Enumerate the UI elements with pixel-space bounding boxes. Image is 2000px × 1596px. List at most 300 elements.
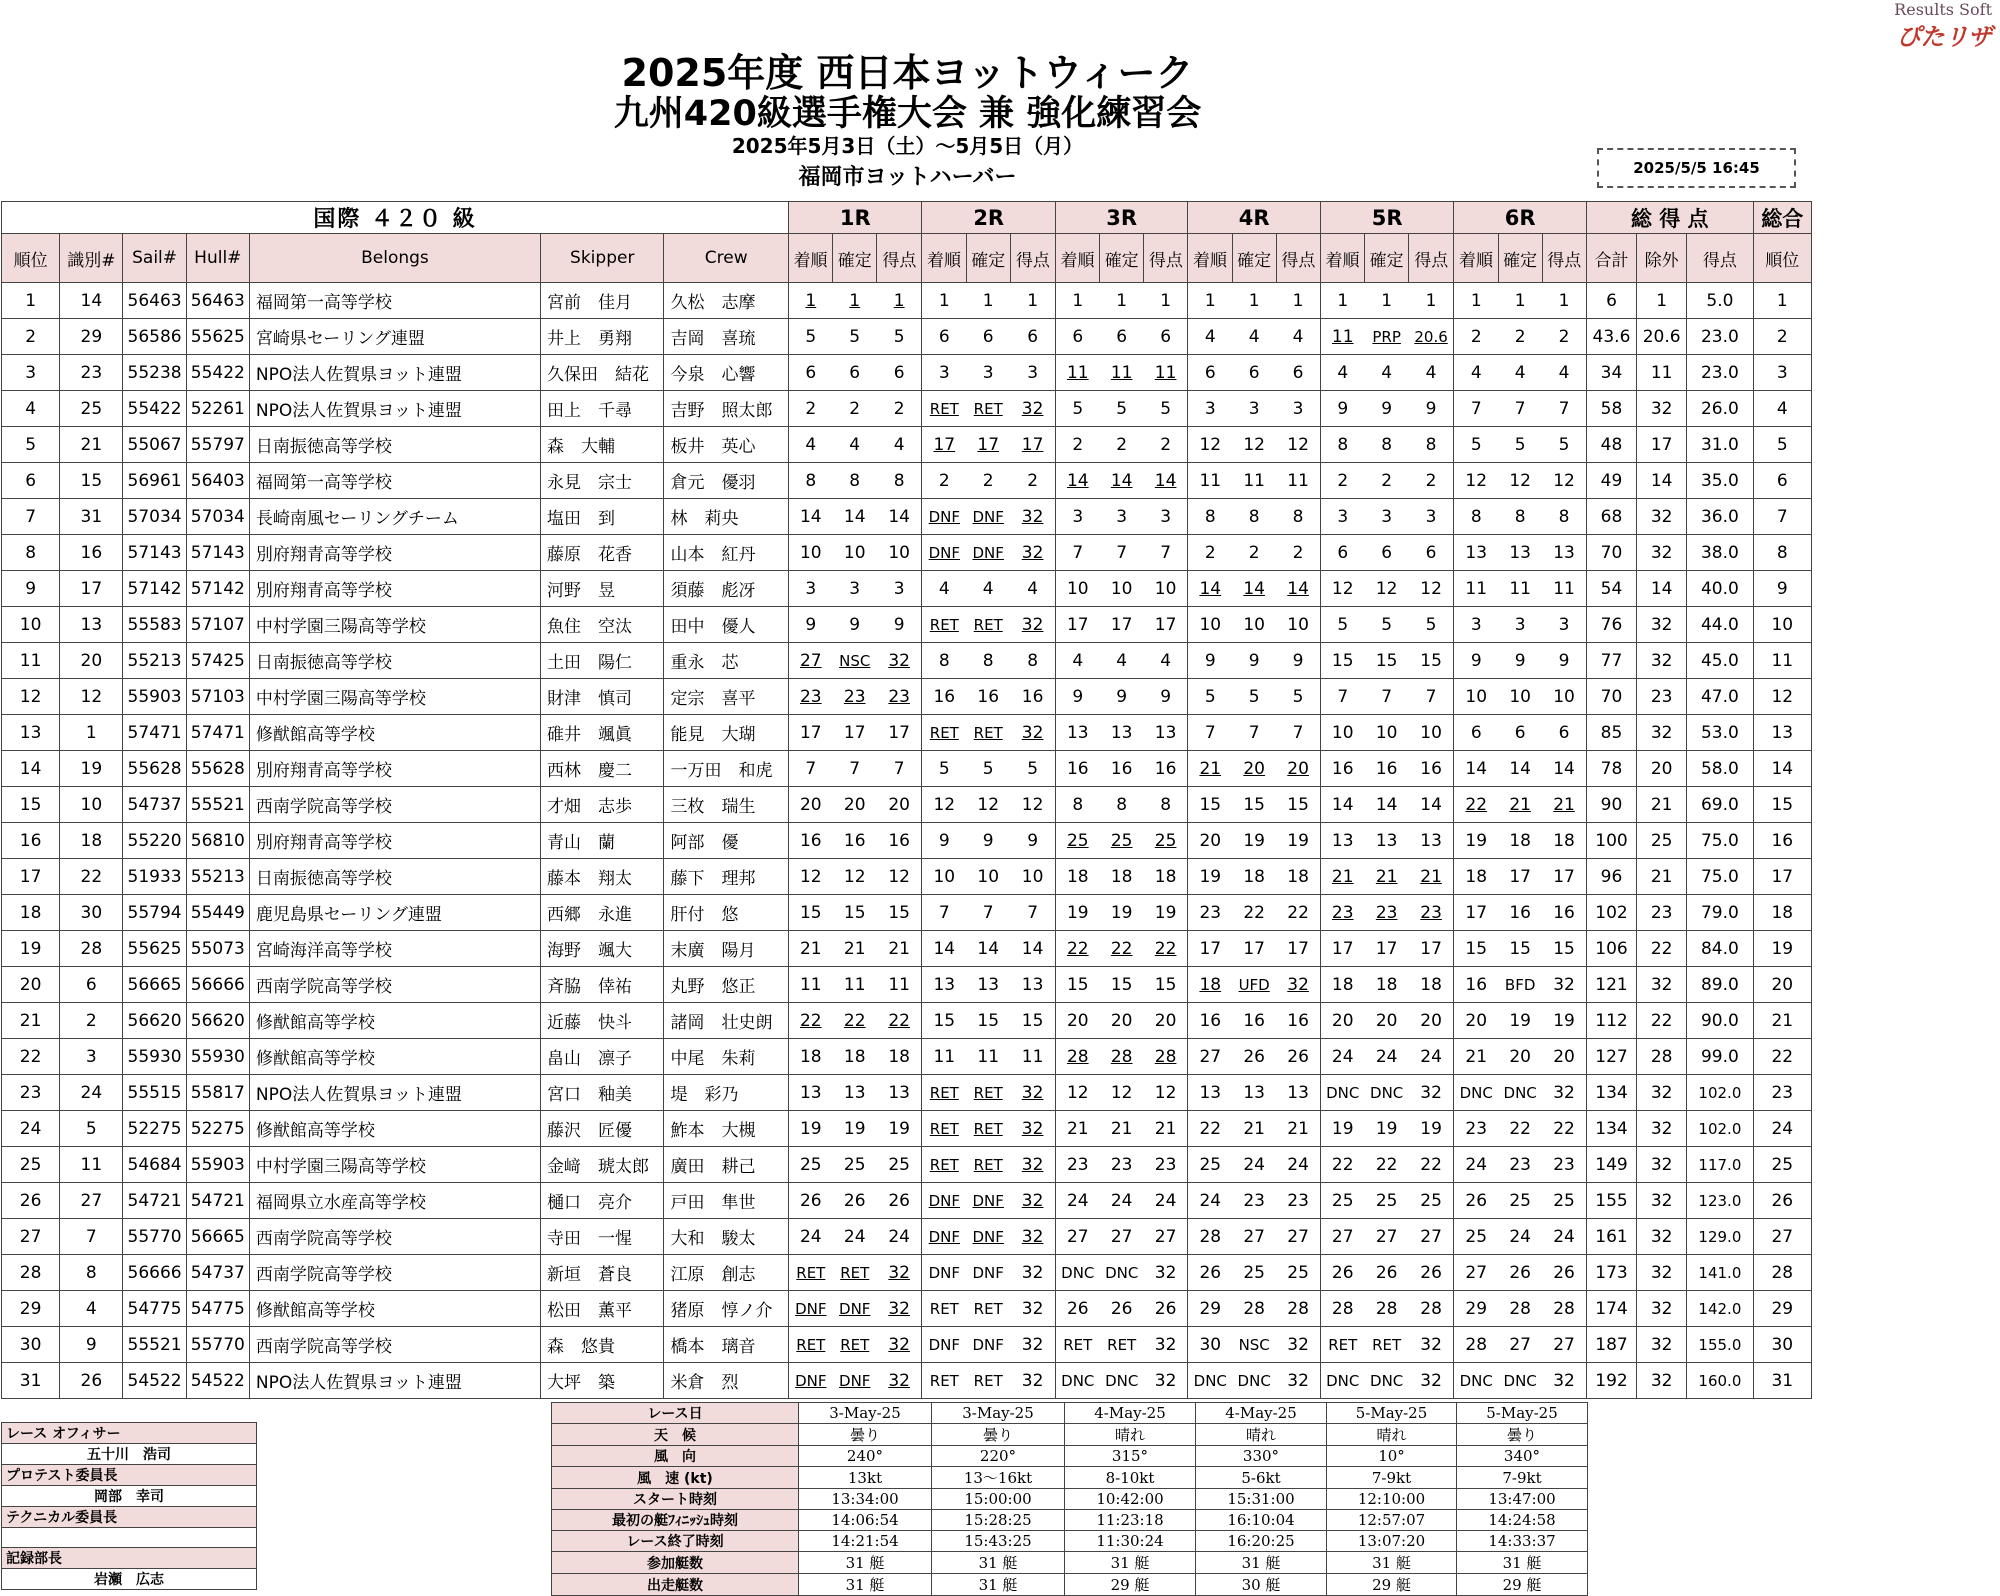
race-3-points: 27 xyxy=(1144,1219,1188,1255)
cell-id: 3 xyxy=(60,1039,123,1075)
header-row-columns xyxy=(2,234,1812,283)
race-2-points: 11 xyxy=(1010,1039,1055,1075)
race-4-confirmed: 17 xyxy=(1232,931,1276,967)
race-4-finish: 20 xyxy=(1188,823,1232,859)
race-3-finish: 16 xyxy=(1055,751,1099,787)
official-role: プロテスト委員長 xyxy=(2,1465,257,1486)
table-row xyxy=(2,1255,1812,1291)
cell-skipper: 新垣 蒼良 xyxy=(541,1255,664,1291)
condition-value: 31 艇 xyxy=(799,1574,932,1596)
cell-hull: 54737 xyxy=(186,1255,249,1291)
official-name-row xyxy=(2,1528,257,1548)
race-3-confirmed: 28 xyxy=(1100,1039,1144,1075)
cell-belongs: 修猷館高等学校 xyxy=(249,1111,540,1147)
cell-discard: 32 xyxy=(1637,1219,1687,1255)
race-3-confirmed: 22 xyxy=(1100,931,1144,967)
race-5-confirmed: 19 xyxy=(1365,1111,1409,1147)
cell-crew: 山本 紅丹 xyxy=(664,535,789,571)
race-4-confirmed: 20 xyxy=(1232,751,1276,787)
cell-sail: 57142 xyxy=(123,571,186,607)
race-2-confirmed: 16 xyxy=(966,679,1010,715)
race-6-finish: 18 xyxy=(1454,859,1498,895)
table-row xyxy=(2,715,1812,751)
condition-value: 晴れ xyxy=(1196,1424,1327,1446)
race-5-confirmed: 9 xyxy=(1365,391,1409,427)
race-4-points: 19 xyxy=(1276,823,1320,859)
race-1-confirmed: 23 xyxy=(833,679,877,715)
race-6-points: 25 xyxy=(1542,1183,1586,1219)
cell-sum: 58 xyxy=(1586,391,1636,427)
cell-id: 9 xyxy=(60,1327,123,1363)
cell-skipper: 土田 陽仁 xyxy=(541,643,664,679)
cell-rank: 23 xyxy=(2,1075,60,1111)
race-6-finish: 11 xyxy=(1454,571,1498,607)
race-5-points: 5 xyxy=(1409,607,1454,643)
col-r6-confirmed: 確定 xyxy=(1498,234,1542,283)
race-2-finish: 12 xyxy=(922,787,966,823)
race-3-finish: 25 xyxy=(1055,823,1099,859)
cell-sum: 78 xyxy=(1586,751,1636,787)
race-3-points: 13 xyxy=(1144,715,1188,751)
race-1-confirmed: 20 xyxy=(833,787,877,823)
race-1-finish: 23 xyxy=(788,679,832,715)
cell-skipper: 塩田 到 xyxy=(541,499,664,535)
cell-sum: 43.6 xyxy=(1586,319,1636,355)
cell-rank: 19 xyxy=(2,931,60,967)
race-2-confirmed: DNF xyxy=(966,535,1010,571)
race-3-confirmed: 15 xyxy=(1100,967,1144,1003)
cell-sum: 54 xyxy=(1586,571,1636,607)
cell-net: 45.0 xyxy=(1687,643,1753,679)
race-5-confirmed: 1 xyxy=(1365,283,1409,319)
race-6-confirmed: 22 xyxy=(1498,1111,1542,1147)
race-4-confirmed: 7 xyxy=(1232,715,1276,751)
condition-row xyxy=(552,1424,1588,1446)
race-3-points: 3 xyxy=(1144,499,1188,535)
cell-crew: 板井 英心 xyxy=(664,427,789,463)
race-5-finish: 16 xyxy=(1320,751,1364,787)
race-3-finish: 28 xyxy=(1055,1039,1099,1075)
race-1-confirmed: 3 xyxy=(833,571,877,607)
col-id: 識別# xyxy=(60,234,123,283)
race-2-points: 32 xyxy=(1010,1327,1055,1363)
cell-id: 31 xyxy=(60,499,123,535)
race-1-finish: 4 xyxy=(788,427,832,463)
cell-net: 38.0 xyxy=(1687,535,1753,571)
cell-id: 15 xyxy=(60,463,123,499)
race-2-confirmed: 10 xyxy=(966,859,1010,895)
cell-crew: 中尾 朱莉 xyxy=(664,1039,789,1075)
race-1-finish: 12 xyxy=(788,859,832,895)
condition-value: 4-May-25 xyxy=(1196,1403,1327,1424)
cell-net: 47.0 xyxy=(1687,679,1753,715)
col-crew: Crew xyxy=(664,234,789,283)
race-3-points: 1 xyxy=(1144,283,1188,319)
race-3-points: 14 xyxy=(1144,463,1188,499)
race-2-confirmed: 7 xyxy=(966,895,1010,931)
race-2-confirmed: RET xyxy=(966,1363,1010,1399)
race-conditions-table xyxy=(551,1402,1588,1596)
race-6-finish: 26 xyxy=(1454,1183,1498,1219)
race-5-points: 20 xyxy=(1409,1003,1454,1039)
race-5-confirmed: 20 xyxy=(1365,1003,1409,1039)
race-3-finish: 24 xyxy=(1055,1183,1099,1219)
condition-label: 出走艇数 xyxy=(552,1574,799,1596)
cell-belongs: 修猷館高等学校 xyxy=(249,715,540,751)
cell-skipper: 藤原 花香 xyxy=(541,535,664,571)
race-2-confirmed: 15 xyxy=(966,1003,1010,1039)
race-5-finish: 26 xyxy=(1320,1255,1364,1291)
cell-skipper: 斉脇 倖祐 xyxy=(541,967,664,1003)
race-1-finish: 16 xyxy=(788,823,832,859)
cell-net: 36.0 xyxy=(1687,499,1753,535)
race-6-confirmed: 20 xyxy=(1498,1039,1542,1075)
condition-value: 曇り xyxy=(932,1424,1065,1446)
cell-belongs: 鹿児島県セーリング連盟 xyxy=(249,895,540,931)
timestamp-box: 2025/5/5 16:45 xyxy=(1597,148,1796,188)
cell-net: 84.0 xyxy=(1687,931,1753,967)
cell-hull: 54522 xyxy=(186,1363,249,1399)
race-2-finish: 1 xyxy=(922,283,966,319)
race-4-points: 4 xyxy=(1276,319,1320,355)
cell-belongs: 中村学園三陽高等学校 xyxy=(249,679,540,715)
race-6-finish: 15 xyxy=(1454,931,1498,967)
table-row xyxy=(2,463,1812,499)
race-4-finish: 25 xyxy=(1188,1147,1232,1183)
race-3-confirmed: 27 xyxy=(1100,1219,1144,1255)
cell-skipper: 西林 慶二 xyxy=(541,751,664,787)
race-1-points: 17 xyxy=(877,715,922,751)
cell-crew: 鮓本 大槻 xyxy=(664,1111,789,1147)
race-3-points: 24 xyxy=(1144,1183,1188,1219)
race-4-finish: 29 xyxy=(1188,1291,1232,1327)
official-role: レース オフィサー xyxy=(2,1423,257,1444)
race-2-points: 4 xyxy=(1010,571,1055,607)
table-row xyxy=(2,643,1812,679)
cell-sum: 77 xyxy=(1586,643,1636,679)
race-5-points: 20.6 xyxy=(1409,319,1454,355)
race-5-confirmed: 22 xyxy=(1365,1147,1409,1183)
condition-row xyxy=(552,1403,1588,1424)
race-3-points: 28 xyxy=(1144,1039,1188,1075)
cell-id: 29 xyxy=(60,319,123,355)
race-4-points: 3 xyxy=(1276,391,1320,427)
race-5-finish: DNC xyxy=(1320,1075,1364,1111)
race-2-points: 12 xyxy=(1010,787,1055,823)
race-3-confirmed: 16 xyxy=(1100,751,1144,787)
race-6-points: 10 xyxy=(1542,679,1586,715)
race-6-confirmed: 12 xyxy=(1498,463,1542,499)
official-role-row xyxy=(2,1465,257,1486)
cell-discard: 21 xyxy=(1637,787,1687,823)
cell-hull: 54721 xyxy=(186,1183,249,1219)
race-6-points: 22 xyxy=(1542,1111,1586,1147)
cell-belongs: 宮崎県セーリング連盟 xyxy=(249,319,540,355)
race-1-points: 18 xyxy=(877,1039,922,1075)
race-6-confirmed: 2 xyxy=(1498,319,1542,355)
cell-sum: 134 xyxy=(1586,1111,1636,1147)
race-6-confirmed: 16 xyxy=(1498,895,1542,931)
cell-skipper: 田上 千尋 xyxy=(541,391,664,427)
race-3-points: 8 xyxy=(1144,787,1188,823)
cell-crew: 阿部 優 xyxy=(664,823,789,859)
race-2-confirmed: 12 xyxy=(966,787,1010,823)
table-row xyxy=(2,1327,1812,1363)
cell-crew: 定宗 喜平 xyxy=(664,679,789,715)
condition-value: 10:42:00 xyxy=(1065,1489,1196,1510)
race-5-points: 18 xyxy=(1409,967,1454,1003)
race-5-points: 9 xyxy=(1409,391,1454,427)
cell-sail: 54522 xyxy=(123,1363,186,1399)
race-6-confirmed: 21 xyxy=(1498,787,1542,823)
cell-skipper: 近藤 快斗 xyxy=(541,1003,664,1039)
race-5-confirmed: 3 xyxy=(1365,499,1409,535)
race-4-points: 23 xyxy=(1276,1183,1320,1219)
condition-value: 晴れ xyxy=(1065,1424,1196,1446)
cell-sum: 149 xyxy=(1586,1147,1636,1183)
race-4-finish: 17 xyxy=(1188,931,1232,967)
race-3-finish: 23 xyxy=(1055,1147,1099,1183)
race-4-finish: 8 xyxy=(1188,499,1232,535)
race-1-confirmed: 22 xyxy=(833,1003,877,1039)
race-3-finish: 9 xyxy=(1055,679,1099,715)
race-6-finish: 17 xyxy=(1454,895,1498,931)
race-4-points: 1 xyxy=(1276,283,1320,319)
cell-sail: 51933 xyxy=(123,859,186,895)
cell-id: 1 xyxy=(60,715,123,751)
cell-discard: 32 xyxy=(1637,643,1687,679)
race-4-finish: 28 xyxy=(1188,1219,1232,1255)
cell-id: 4 xyxy=(60,1291,123,1327)
race-header-6: 6R xyxy=(1454,202,1586,234)
race-5-finish: 6 xyxy=(1320,535,1364,571)
race-2-finish: 16 xyxy=(922,679,966,715)
cell-belongs: NPO法人佐賀県ヨット連盟 xyxy=(249,1363,540,1399)
cell-overall: 29 xyxy=(1753,1291,1811,1327)
condition-value: 13～16kt xyxy=(932,1467,1065,1489)
race-4-confirmed: 3 xyxy=(1232,391,1276,427)
race-3-finish: 14 xyxy=(1055,463,1099,499)
cell-skipper: 海野 颯大 xyxy=(541,931,664,967)
cell-net: 123.0 xyxy=(1687,1183,1753,1219)
condition-value: 14:33:37 xyxy=(1457,1531,1588,1552)
cell-sum: 68 xyxy=(1586,499,1636,535)
cell-net: 5.0 xyxy=(1687,283,1753,319)
cell-belongs: 修猷館高等学校 xyxy=(249,1003,540,1039)
race-6-confirmed: 6 xyxy=(1498,715,1542,751)
results-table xyxy=(1,201,1812,1399)
cell-sail: 55930 xyxy=(123,1039,186,1075)
cell-overall: 9 xyxy=(1753,571,1811,607)
cell-net: 90.0 xyxy=(1687,1003,1753,1039)
cell-skipper: 大坪 築 xyxy=(541,1363,664,1399)
race-6-finish: 16 xyxy=(1454,967,1498,1003)
official-role-row xyxy=(2,1507,257,1528)
cell-skipper: 森 悠貴 xyxy=(541,1327,664,1363)
cell-sum: 96 xyxy=(1586,859,1636,895)
condition-row xyxy=(552,1467,1588,1489)
race-2-points: 5 xyxy=(1010,751,1055,787)
race-1-finish: 13 xyxy=(788,1075,832,1111)
cell-overall: 1 xyxy=(1753,283,1811,319)
condition-value: 13:47:00 xyxy=(1457,1489,1588,1510)
officials-table xyxy=(1,1422,257,1590)
condition-value: 12:10:00 xyxy=(1327,1489,1457,1510)
condition-value: 13:07:20 xyxy=(1327,1531,1457,1552)
cell-rank: 31 xyxy=(2,1363,60,1399)
cell-rank: 4 xyxy=(2,391,60,427)
condition-value: 曇り xyxy=(1457,1424,1588,1446)
cell-skipper: 宮口 釉美 xyxy=(541,1075,664,1111)
race-1-points: 6 xyxy=(877,355,922,391)
official-name xyxy=(2,1528,257,1548)
condition-value: 3-May-25 xyxy=(932,1403,1065,1424)
brand-name: Results Soft xyxy=(1894,0,1992,19)
cell-hull: 56665 xyxy=(186,1219,249,1255)
race-2-finish: RET xyxy=(922,715,966,751)
race-2-finish: 9 xyxy=(922,823,966,859)
col-hull: Hull# xyxy=(186,234,249,283)
cell-hull: 55797 xyxy=(186,427,249,463)
condition-value: 16:20:25 xyxy=(1196,1531,1327,1552)
cell-overall: 12 xyxy=(1753,679,1811,715)
condition-value: 29 艇 xyxy=(1327,1574,1457,1596)
race-3-confirmed: 23 xyxy=(1100,1147,1144,1183)
cell-skipper: 森 大輔 xyxy=(541,427,664,463)
cell-skipper: 金﨑 琥太郎 xyxy=(541,1147,664,1183)
condition-value: 曇り xyxy=(799,1424,932,1446)
table-row xyxy=(2,319,1812,355)
condition-value: 7-9kt xyxy=(1327,1467,1457,1489)
race-4-finish: 30 xyxy=(1188,1327,1232,1363)
cell-rank: 22 xyxy=(2,1039,60,1075)
race-3-finish: 21 xyxy=(1055,1111,1099,1147)
cell-hull: 56810 xyxy=(186,823,249,859)
condition-label: 最初の艇ﾌｨﾆｯｼｭ時刻 xyxy=(552,1510,799,1531)
race-5-points: 12 xyxy=(1409,571,1454,607)
condition-value: 14:21:54 xyxy=(799,1531,932,1552)
race-2-points: 32 xyxy=(1010,715,1055,751)
race-5-finish: 9 xyxy=(1320,391,1364,427)
race-4-confirmed: 27 xyxy=(1232,1219,1276,1255)
col-overall: 順位 xyxy=(1753,234,1811,283)
cell-net: 160.0 xyxy=(1687,1363,1753,1399)
race-5-finish: DNC xyxy=(1320,1363,1364,1399)
cell-id: 21 xyxy=(60,427,123,463)
cell-crew: 廣田 耕己 xyxy=(664,1147,789,1183)
race-1-confirmed: RET xyxy=(833,1327,877,1363)
race-4-points: 10 xyxy=(1276,607,1320,643)
race-6-points: 4 xyxy=(1542,355,1586,391)
cell-id: 24 xyxy=(60,1075,123,1111)
cell-sum: 173 xyxy=(1586,1255,1636,1291)
race-5-confirmed: 17 xyxy=(1365,931,1409,967)
race-1-confirmed: 16 xyxy=(833,823,877,859)
race-3-confirmed: 26 xyxy=(1100,1291,1144,1327)
race-5-confirmed: 10 xyxy=(1365,715,1409,751)
race-4-points: 21 xyxy=(1276,1111,1320,1147)
race-3-points: 10 xyxy=(1144,571,1188,607)
race-4-confirmed: 14 xyxy=(1232,571,1276,607)
cell-id: 7 xyxy=(60,1219,123,1255)
race-header-1: 1R xyxy=(788,202,921,234)
cell-overall: 31 xyxy=(1753,1363,1811,1399)
cell-id: 18 xyxy=(60,823,123,859)
race-3-points: 21 xyxy=(1144,1111,1188,1147)
race-6-points: 32 xyxy=(1542,967,1586,1003)
race-1-finish: 19 xyxy=(788,1111,832,1147)
race-6-finish: 12 xyxy=(1454,463,1498,499)
race-6-confirmed: BFD xyxy=(1498,967,1542,1003)
cell-discard: 23 xyxy=(1637,895,1687,931)
race-6-finish: 3 xyxy=(1454,607,1498,643)
cell-belongs: 別府翔青高等学校 xyxy=(249,751,540,787)
race-5-points: 8 xyxy=(1409,427,1454,463)
race-2-finish: 2 xyxy=(922,463,966,499)
cell-sum: 102 xyxy=(1586,895,1636,931)
cell-sail: 55628 xyxy=(123,751,186,787)
race-4-confirmed: 19 xyxy=(1232,823,1276,859)
cell-discard: 28 xyxy=(1637,1039,1687,1075)
race-2-confirmed: 5 xyxy=(966,751,1010,787)
race-6-confirmed: 11 xyxy=(1498,571,1542,607)
cell-hull: 57103 xyxy=(186,679,249,715)
col-r3-confirmed: 確定 xyxy=(1100,234,1144,283)
cell-net: 142.0 xyxy=(1687,1291,1753,1327)
race-3-finish: 17 xyxy=(1055,607,1099,643)
race-6-confirmed: 24 xyxy=(1498,1219,1542,1255)
cell-belongs: 福岡第一高等学校 xyxy=(249,283,540,319)
race-4-points: 6 xyxy=(1276,355,1320,391)
race-header-2: 2R xyxy=(922,202,1055,234)
condition-value: 5-May-25 xyxy=(1327,1403,1457,1424)
cell-discard: 32 xyxy=(1637,1255,1687,1291)
cell-id: 10 xyxy=(60,787,123,823)
race-1-finish: 22 xyxy=(788,1003,832,1039)
cell-sail: 54737 xyxy=(123,787,186,823)
race-6-finish: DNC xyxy=(1454,1363,1498,1399)
race-3-confirmed: 13 xyxy=(1100,715,1144,751)
race-5-points: 25 xyxy=(1409,1183,1454,1219)
race-4-points: 13 xyxy=(1276,1075,1320,1111)
race-6-finish: 14 xyxy=(1454,751,1498,787)
race-2-finish: RET xyxy=(922,1363,966,1399)
condition-value: 15:43:25 xyxy=(932,1531,1065,1552)
cell-crew: 猪原 惇ノ介 xyxy=(664,1291,789,1327)
race-2-confirmed: 6 xyxy=(966,319,1010,355)
cell-skipper: 久保田 結花 xyxy=(541,355,664,391)
cell-sail: 57143 xyxy=(123,535,186,571)
race-3-confirmed: 3 xyxy=(1100,499,1144,535)
condition-label: スタート時刻 xyxy=(552,1489,799,1510)
condition-value: 31 艇 xyxy=(1327,1552,1457,1574)
cell-overall: 30 xyxy=(1753,1327,1811,1363)
condition-value: 10° xyxy=(1327,1446,1457,1467)
race-5-confirmed: 25 xyxy=(1365,1183,1409,1219)
race-4-points: 24 xyxy=(1276,1147,1320,1183)
race-6-points: 28 xyxy=(1542,1291,1586,1327)
col-r4-finish: 着順 xyxy=(1188,234,1232,283)
cell-net: 40.0 xyxy=(1687,571,1753,607)
table-row xyxy=(2,967,1812,1003)
race-6-points: 9 xyxy=(1542,643,1586,679)
race-4-confirmed: 4 xyxy=(1232,319,1276,355)
race-2-finish: DNF xyxy=(922,1219,966,1255)
cell-overall: 17 xyxy=(1753,859,1811,895)
cell-belongs: 別府翔青高等学校 xyxy=(249,571,540,607)
race-4-finish: 10 xyxy=(1188,607,1232,643)
class-name: 国際 ４２０ 級 xyxy=(2,202,789,234)
